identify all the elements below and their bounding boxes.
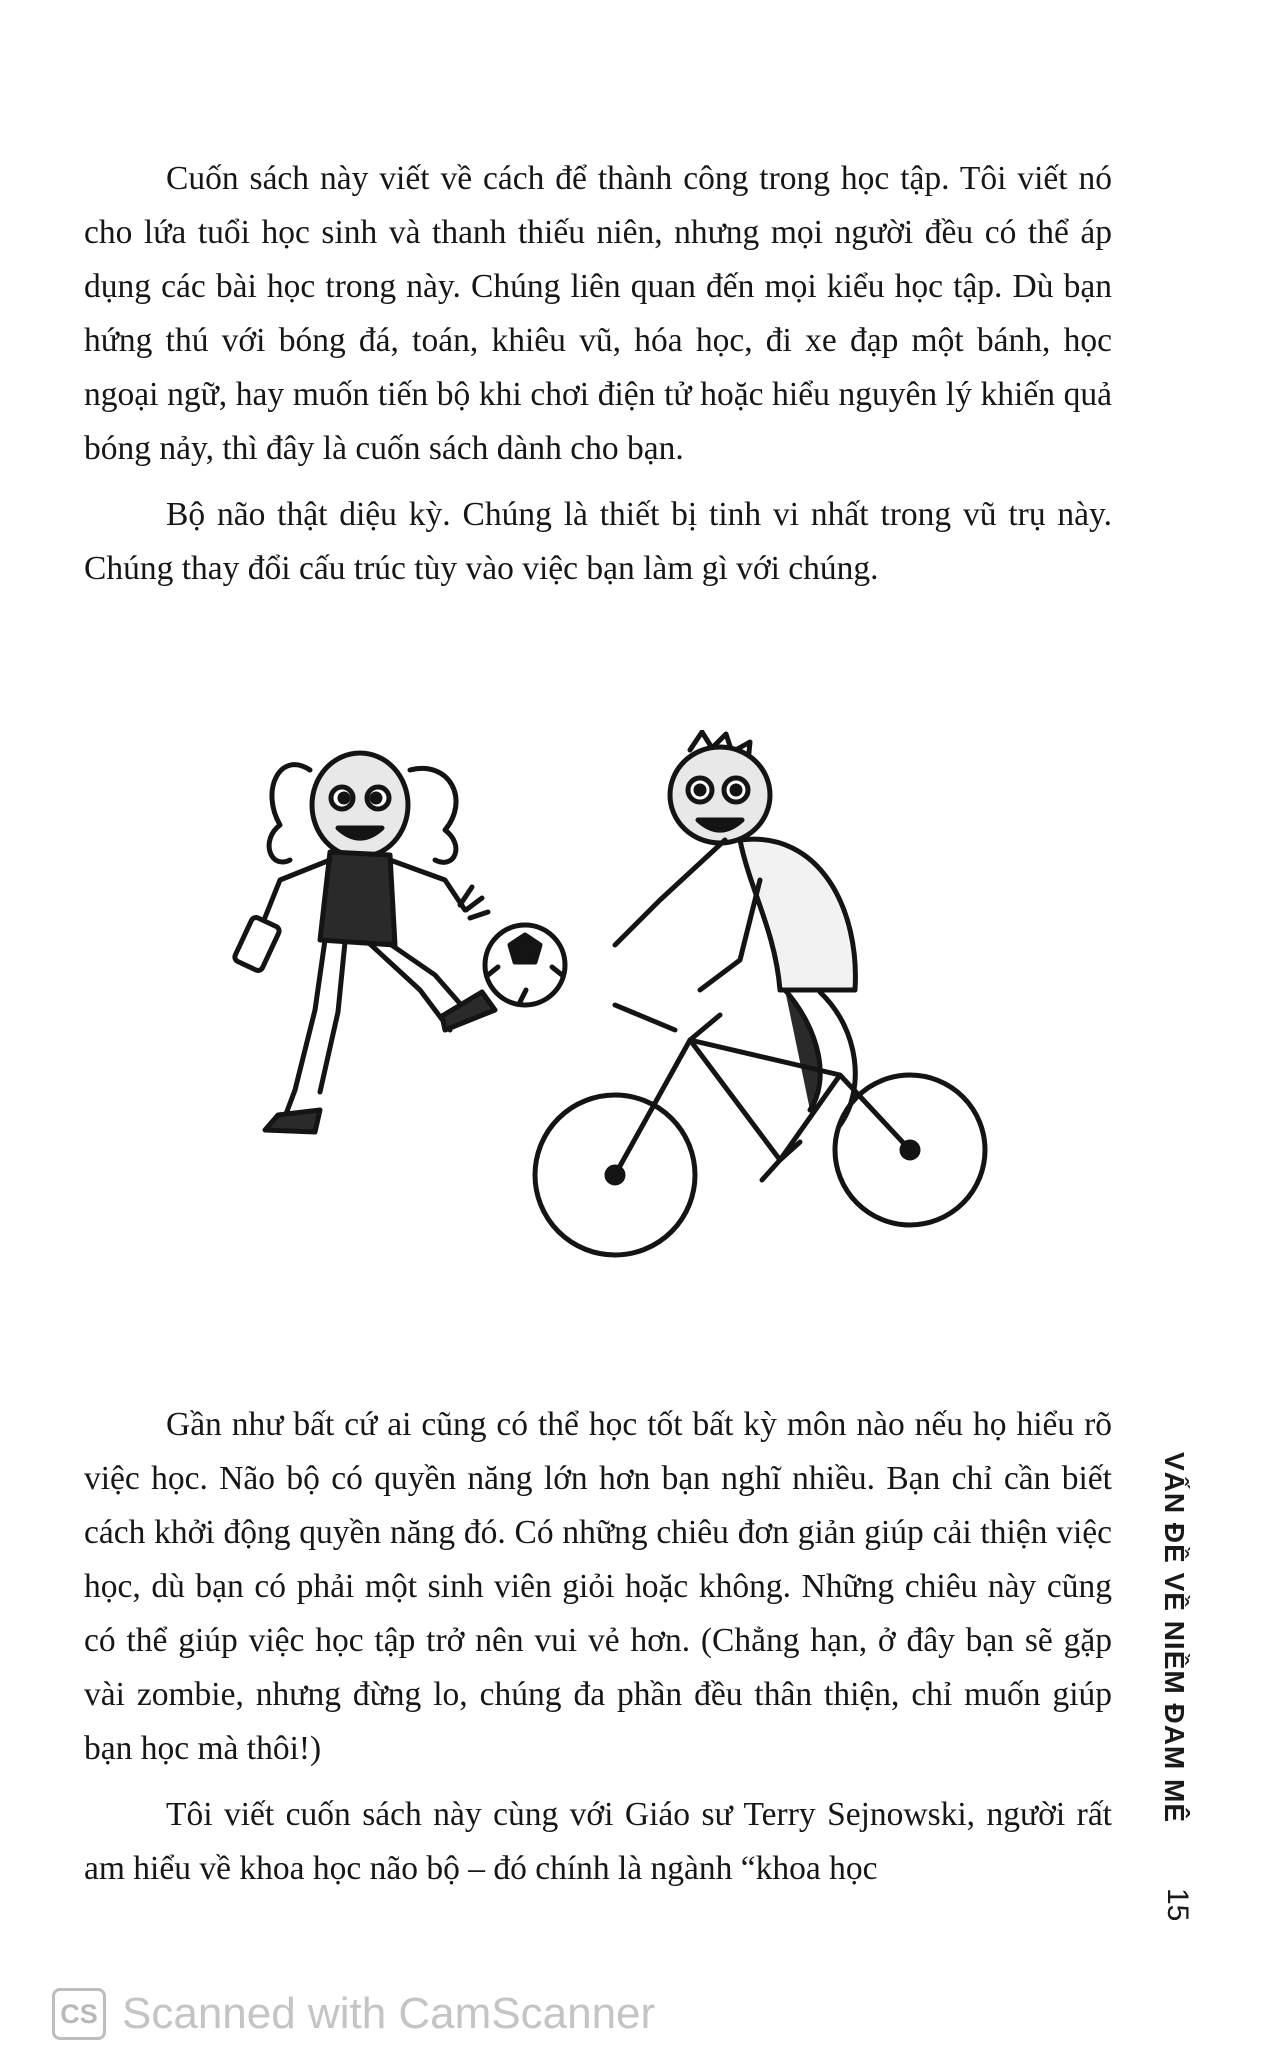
paragraph: Gần như bất cứ ai cũng có thể học tốt bất kỳ môn nào nếu họ hiểu rõ việc học. Não bộ có quyền năng lớn hơn bạn nghĩ nhiều. Bạn chỉ cần biết cách khởi động quyền năng đó. Có những chiêu đơn giản giúp cải thiện việc học, dù bạn có phải một sinh viên giỏi hoặc không. Những chiêu này cũng có thể giúp việc học tập trở nên vui vẻ hơn. (Chẳng hạn, ở đây bạn sẽ gặp vài zombie, nhưng đừng lo, chúng đa phần đều thân thiện, chỉ muốn giúp bạn học mà thôi!): [84, 1406, 1112, 1767]
boy-zombie-on-bike: [535, 732, 985, 1255]
paragraph: Bộ não thật diệu kỳ. Chúng là thiết bị tinh vi nhất trong vũ trụ này. Chúng thay đổi cấu trúc tùy vào việc bạn làm gì với chúng.: [84, 496, 1112, 587]
camscanner-watermark: [52, 1984, 655, 2044]
chapter-side-title: VẤN ĐỀ VỀ NIỀM ĐAM MÊ: [1159, 1452, 1190, 1824]
watermark-text: Scanned with CamScanner: [122, 1989, 656, 2038]
page-number: 15: [1161, 1888, 1194, 1922]
paragraph: Tôi viết cuốn sách này cùng với Giáo sư Terry Sejnowski, người rất am hiểu về khoa học não bộ – đó chính là ngành “khoa học: [84, 1796, 1112, 1887]
text-block-top: [84, 152, 1112, 608]
text-block-bottom: [84, 1398, 1112, 1908]
girl-zombie-figure: [233, 753, 495, 1132]
soccer-ball: [485, 925, 565, 1005]
paragraph: Cuốn sách này viết về cách để thành công trong học tập. Tôi viết nó cho lứa tuổi học sinh và thanh thiếu niên, nhưng mọi người đều có thể áp dụng các bài học trong này. Chúng liên quan đến mọi kiểu học tập. Dù bạn hứng thú với bóng đá, toán, khiêu vũ, hóa học, đi xe đạp một bánh, học ngoại ngữ, hay muốn tiến bộ khi chơi điện tử hoặc hiểu nguyên lý khiến quả bóng nảy, thì đây là cuốn sách dành cho bạn.: [84, 160, 1112, 467]
camscanner-logo-icon: CS: [52, 1988, 106, 2040]
zombie-kids-illustration: [220, 730, 1040, 1350]
